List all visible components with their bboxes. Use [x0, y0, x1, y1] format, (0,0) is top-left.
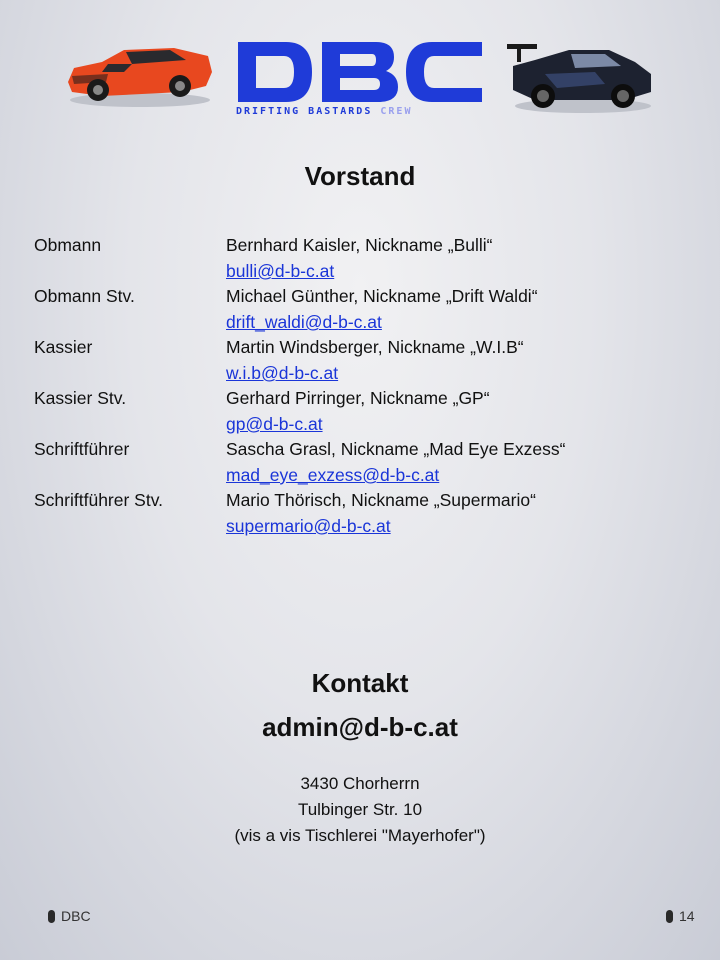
member-email-link[interactable]: supermario@d-b-c.at [226, 516, 391, 536]
member-row [34, 235, 694, 286]
page-number-text: 14 [679, 908, 695, 924]
member-role: Schriftführer Stv. [34, 490, 164, 510]
member-email-link[interactable]: drift_waldi@d-b-c.at [226, 312, 382, 332]
footer-label [48, 908, 91, 924]
black-drift-car-image [505, 40, 655, 114]
dbc-logo [236, 0, 484, 130]
member-name: Sascha Grasl, Nickname „Mad Eye Exzess“ [226, 439, 566, 459]
member-name: Mario Thörisch, Nickname „Supermario“ [226, 490, 536, 510]
address-line: 3430 Chorherrn [300, 774, 420, 793]
logo-subtitle [236, 106, 484, 117]
member-name: Martin Windsberger, Nickname „W.I.B“ [226, 337, 524, 357]
member-email-link[interactable]: w.i.b@d-b-c.at [226, 363, 339, 383]
logo-subtitle-main: DRIFTING BASTARDS [236, 106, 373, 117]
member-row [34, 337, 694, 388]
page-number [666, 908, 695, 924]
board-members-list [34, 235, 694, 541]
address-line: Tulbinger Str. 10 [297, 800, 423, 819]
logo-subtitle-crew: CREW [380, 106, 413, 117]
member-email-link[interactable]: mad_eye_exzess@d-b-c.at [226, 465, 440, 485]
header-banner [0, 0, 720, 140]
member-role: Kassier [34, 337, 93, 357]
member-name: Gerhard Pirringer, Nickname „GP“ [226, 388, 490, 408]
member-role: Schriftführer [34, 439, 130, 459]
kontakt-heading: Kontakt [311, 668, 409, 698]
member-role: Obmann [34, 235, 102, 255]
contact-email[interactable]: admin@d-b-c.at [262, 712, 458, 742]
footer-label-text: DBC [61, 908, 91, 924]
member-row [34, 286, 694, 337]
member-name: Bernhard Kaisler, Nickname „Bulli“ [226, 235, 493, 255]
member-role: Kassier Stv. [34, 388, 127, 408]
member-name: Michael Günther, Nickname „Drift Waldi“ [226, 286, 538, 306]
vorstand-heading: Vorstand [304, 161, 416, 191]
member-email-link[interactable]: bulli@d-b-c.at [226, 261, 335, 281]
member-role: Obmann Stv. [34, 286, 135, 306]
bullet-icon [666, 910, 673, 923]
bullet-icon [48, 910, 55, 923]
dbc-letters-logo [236, 40, 484, 104]
member-row [34, 439, 694, 490]
member-row [34, 388, 694, 439]
member-email-link[interactable]: gp@d-b-c.at [226, 414, 323, 434]
red-drift-car-image [62, 42, 214, 108]
member-row [34, 490, 694, 541]
address-line: (vis a vis Tischlerei "Mayerhofer") [234, 826, 486, 845]
